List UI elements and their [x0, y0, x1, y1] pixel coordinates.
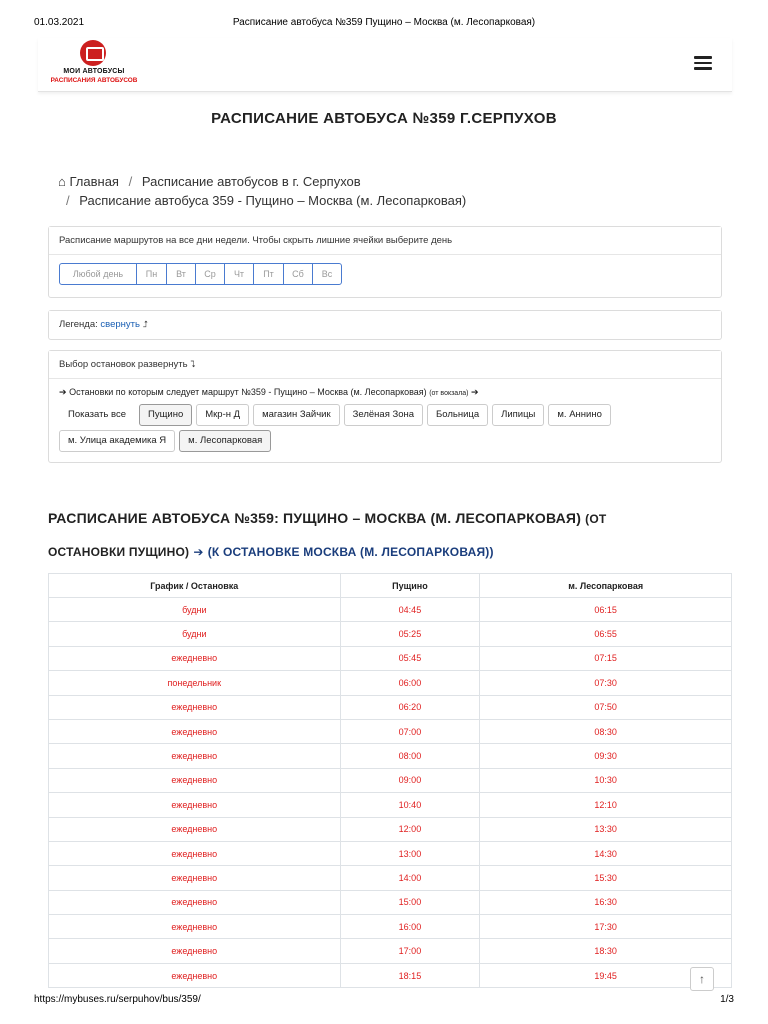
- stop-button[interactable]: м. Аннино: [548, 404, 610, 426]
- arrow-up-icon: ⮥: [142, 319, 148, 329]
- print-url: https://mybuses.ru/serpuhov/bus/359/: [34, 994, 201, 1005]
- schedule-mode-cell: ежедневно: [49, 744, 341, 768]
- table-row: [49, 671, 732, 695]
- day-thu[interactable]: Чт: [225, 264, 254, 284]
- schedule-mode-cell: понедельник: [49, 671, 341, 695]
- time-cell: 10:40: [340, 793, 480, 817]
- schedule-mode-cell: ежедневно: [49, 841, 341, 865]
- schedule-mode-cell: будни: [49, 598, 341, 622]
- schedule-mode-cell: ежедневно: [49, 939, 341, 963]
- time-cell: 08:30: [480, 719, 732, 743]
- breadcrumb-separator: /: [66, 193, 70, 208]
- table-row: [49, 817, 732, 841]
- page-title: РАСПИСАНИЕ АВТОБУСА №359 Г.СЕРПУХОВ: [211, 110, 557, 127]
- scroll-to-top-button[interactable]: [690, 967, 714, 991]
- day-mon[interactable]: Пн: [137, 264, 167, 284]
- table-row: [49, 646, 732, 670]
- table-row: [49, 915, 732, 939]
- route-heading-to-link[interactable]: (К ОСТАНОВКЕ МОСКВА (М. ЛЕСОПАРКОВАЯ)): [207, 545, 494, 559]
- schedule-mode-cell: ежедневно: [49, 719, 341, 743]
- time-cell: 05:45: [340, 646, 480, 670]
- day-sat[interactable]: Сб: [284, 264, 313, 284]
- legend-card: [48, 310, 722, 340]
- breadcrumb: [58, 172, 698, 210]
- table-row: [49, 719, 732, 743]
- time-cell: 19:45: [480, 963, 732, 987]
- time-cell: 15:30: [480, 866, 732, 890]
- time-cell: 16:30: [480, 890, 732, 914]
- time-cell: 15:00: [340, 890, 480, 914]
- time-cell: 06:15: [480, 598, 732, 622]
- stops-route-text: Остановки по которым следует маршрут №359 - Пущино – Москва (м. Лесопарковая): [69, 387, 427, 397]
- arrow-down-icon: ⮧: [190, 359, 196, 369]
- time-cell: 08:00: [340, 744, 480, 768]
- stops-card: [48, 350, 722, 463]
- schedule-mode-cell: ежедневно: [49, 646, 341, 670]
- legend-collapse-link[interactable]: свернуть: [100, 319, 140, 330]
- time-cell: 06:00: [340, 671, 480, 695]
- schedule-mode-cell: ежедневно: [49, 866, 341, 890]
- day-tue[interactable]: Вт: [167, 264, 196, 284]
- time-cell: 07:50: [480, 695, 732, 719]
- schedule-mode-cell: ежедневно: [49, 890, 341, 914]
- table-row: [49, 793, 732, 817]
- bus-logo-icon: [80, 40, 106, 66]
- day-any[interactable]: Любой день: [60, 264, 137, 284]
- route-heading-from1: (ОТ: [585, 512, 607, 526]
- legend-label: Легенда:: [59, 319, 98, 330]
- stop-button[interactable]: магазин Зайчик: [253, 404, 340, 426]
- stops-expand-toggle[interactable]: Выбор остановок развернуть: [59, 359, 188, 370]
- stops-route-line: [59, 387, 711, 398]
- table-row: [49, 695, 732, 719]
- table-row: [49, 939, 732, 963]
- schedule-mode-cell: ежедневно: [49, 915, 341, 939]
- days-card: [48, 226, 722, 298]
- day-fri[interactable]: Пт: [254, 264, 284, 284]
- breadcrumb-current: Расписание автобуса 359 - Пущино – Москва (м. Лесопарковая): [79, 193, 467, 208]
- route-heading-from2: ОСТАНОВКИ ПУЩИНО): [48, 545, 190, 559]
- print-header: [0, 17, 768, 31]
- table-row: [49, 744, 732, 768]
- menu-icon[interactable]: [694, 56, 712, 70]
- table-row: [49, 768, 732, 792]
- days-card-text: Расписание маршрутов на все дни недели. Чтобы скрыть лишние ячейки выберите день: [49, 227, 721, 255]
- time-cell: 13:00: [340, 841, 480, 865]
- stop-buttons: [59, 404, 711, 452]
- schedule-mode-cell: ежедневно: [49, 768, 341, 792]
- table-row: [49, 622, 732, 646]
- stop-button[interactable]: м. Улица академика Я: [59, 430, 175, 452]
- time-cell: 14:30: [480, 841, 732, 865]
- time-cell: 17:30: [480, 915, 732, 939]
- breadcrumb-city[interactable]: Расписание автобусов в г. Серпухов: [141, 174, 361, 189]
- column-header: Пущино: [340, 574, 480, 598]
- time-cell: 12:10: [480, 793, 732, 817]
- navbar: [38, 38, 732, 92]
- print-title: Расписание автобуса №359 Пущино – Москва (м. Лесопарковая): [232, 17, 536, 28]
- table-row: [49, 890, 732, 914]
- schedule-mode-cell: ежедневно: [49, 793, 341, 817]
- table-row: [49, 841, 732, 865]
- column-header: м. Лесопарковая: [480, 574, 732, 598]
- breadcrumb-home[interactable]: Главная: [69, 174, 119, 189]
- day-sun[interactable]: Вс: [321, 269, 333, 279]
- time-cell: 16:00: [340, 915, 480, 939]
- route-heading: [48, 502, 728, 568]
- time-cell: 05:25: [340, 622, 480, 646]
- logo-line1: МОИ АВТОБУСЫ: [63, 68, 125, 75]
- schedule-body: [49, 598, 732, 988]
- print-page-number: 1/3: [720, 994, 734, 1005]
- day-wed[interactable]: Ср: [196, 264, 225, 284]
- arrow-up-icon: ↑: [699, 972, 705, 986]
- arrow-right-icon: ➔: [471, 387, 479, 397]
- site-logo[interactable]: [48, 40, 140, 86]
- time-cell: 14:00: [340, 866, 480, 890]
- stop-button[interactable]: Липицы: [492, 404, 544, 426]
- time-cell: 18:15: [340, 963, 480, 987]
- day-filter: [59, 263, 342, 285]
- table-header-row: [49, 574, 732, 598]
- logo-line2: РАСПИСАНИЯ АВТОБУСОВ: [50, 77, 138, 84]
- home-icon: ⌂: [58, 174, 66, 189]
- arrow-right-icon: ➔: [59, 387, 67, 397]
- schedule-mode-cell: ежедневно: [49, 695, 341, 719]
- column-header: График / Остановка: [49, 574, 341, 598]
- schedule-mode-cell: ежедневно: [49, 817, 341, 841]
- print-date: 01.03.2021: [34, 17, 85, 28]
- schedule-mode-cell: ежедневно: [49, 963, 341, 987]
- time-cell: 06:20: [340, 695, 480, 719]
- schedule-mode-cell: будни: [49, 622, 341, 646]
- stops-route-note: (от вокзала): [429, 390, 469, 397]
- time-cell: 09:00: [340, 768, 480, 792]
- stop-button[interactable]: Зелёная Зона: [344, 404, 423, 426]
- stop-button[interactable]: Больница: [427, 404, 488, 426]
- arrow-right-icon: ➔: [193, 545, 204, 559]
- time-cell: 04:45: [340, 598, 480, 622]
- time-cell: 07:00: [340, 719, 480, 743]
- table-row: [49, 866, 732, 890]
- time-cell: 06:55: [480, 622, 732, 646]
- stop-button[interactable]: Пущино: [139, 404, 192, 426]
- show-all-button[interactable]: Показать все: [59, 404, 135, 426]
- stop-button[interactable]: м. Лесопарковая: [179, 430, 271, 452]
- breadcrumb-separator: /: [128, 174, 133, 189]
- table-row: [49, 963, 732, 987]
- time-cell: 18:30: [480, 939, 732, 963]
- time-cell: 07:30: [480, 671, 732, 695]
- time-cell: 07:15: [480, 646, 732, 670]
- time-cell: 09:30: [480, 744, 732, 768]
- schedule-table: [48, 573, 732, 988]
- table-row: [49, 598, 732, 622]
- time-cell: 12:00: [340, 817, 480, 841]
- stop-button[interactable]: Мкр-н Д: [196, 404, 249, 426]
- time-cell: 10:30: [480, 768, 732, 792]
- route-heading-main: РАСПИСАНИЕ АВТОБУСА №359: ПУЩИНО – МОСКВА (М. ЛЕСОПАРКОВАЯ): [48, 510, 582, 526]
- time-cell: 13:30: [480, 817, 732, 841]
- time-cell: 17:00: [340, 939, 480, 963]
